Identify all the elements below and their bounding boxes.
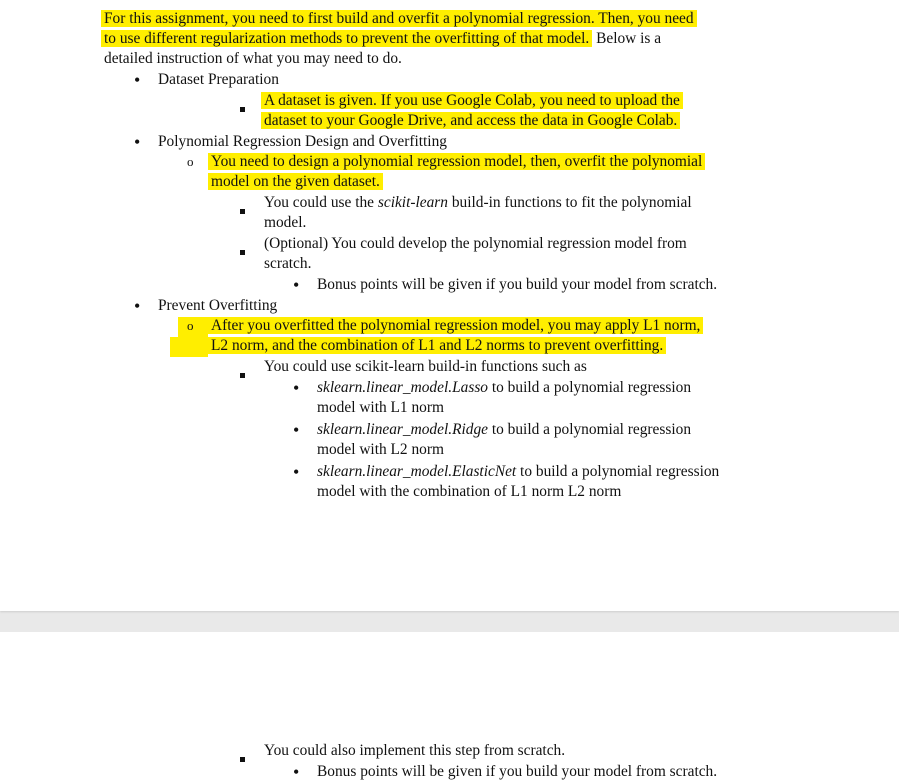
bullet-square-icon [240, 364, 245, 385]
bullet-disc-icon: • [293, 762, 300, 782]
prevent-sub-line-1: After you overfitted the polynomial regression model, you may apply L1 norm, [211, 316, 703, 337]
page2-item: You could also implement this step from scratch. [264, 742, 566, 759]
intro-line-3: detailed instruction of what you may need to do. [104, 50, 402, 67]
bullet-square-icon [240, 98, 245, 119]
poly-title: Polynomial Regression Design and Overfitting [158, 133, 447, 150]
bullet-disc-icon: • [293, 378, 300, 398]
highlight-extension [170, 337, 208, 357]
bullet-square-icon [240, 241, 245, 262]
func-lasso-line-1: sklearn.linear_model.Lasso to build a polynomial regression [317, 379, 692, 396]
bullet-disc-icon: • [293, 275, 300, 295]
bullet-disc-icon: • [134, 296, 141, 316]
bullet-disc-icon: • [293, 462, 300, 482]
prevent-title: Prevent Overfitting [158, 297, 278, 314]
func-ridge-line-2: model with L2 norm [317, 441, 444, 458]
poly-sub-line-2: model on the given dataset. [211, 172, 383, 193]
poly-item1-line-1: You could use the scikit-learn build-in functions to fit the polynomial [264, 194, 692, 211]
bullet-circle-icon: o [187, 154, 194, 169]
bullet-circle-icon: o [187, 318, 194, 333]
bullet-disc-icon: • [134, 70, 141, 90]
func-elasticnet-line-1: sklearn.linear_model.ElasticNet to build a polynomial regression [317, 463, 720, 480]
poly-item1-line-2: model. [264, 214, 307, 231]
func-ridge-line-1: sklearn.linear_model.Ridge to build a polynomial regression [317, 421, 692, 438]
func-elasticnet-line-2: model with the combination of L1 norm L2 norm [317, 483, 622, 500]
prevent-item: You could use scikit-learn build-in functions such as [264, 358, 587, 375]
bullet-square-icon [240, 200, 245, 221]
document-page-2 [0, 632, 899, 784]
poly-bonus: Bonus points will be given if you build your model from scratch. [317, 276, 718, 293]
dataset-item-line-2: dataset to your Google Drive, and access the data in Google Colab. [264, 111, 680, 132]
bullet-square-icon [240, 748, 245, 769]
poly-sub-line-1: You need to design a polynomial regression model, then, overfit the polynomial [211, 152, 705, 173]
poly-item2-line-1: (Optional) You could develop the polynomial regression model from [264, 235, 687, 252]
intro-line-2: to use different regularization methods to prevent the overfitting of that model. Below is a [104, 29, 661, 50]
poly-item2-line-2: scratch. [264, 255, 312, 272]
bullet-disc-icon: • [134, 132, 141, 152]
dataset-title: Dataset Preparation [158, 71, 279, 88]
page2-bonus: Bonus points will be given if you build your model from scratch. [317, 763, 718, 780]
prevent-sub-line-2: L2 norm, and the combination of L1 and L2 norms to prevent overfitting. [211, 336, 666, 357]
dataset-item-line-1: A dataset is given. If you use Google Colab, you need to upload the [264, 91, 683, 112]
bullet-disc-icon: • [293, 420, 300, 440]
func-lasso-line-2: model with L1 norm [317, 399, 444, 416]
intro-line-1: For this assignment, you need to first build and overfit a polynomial regression. Then, you need [104, 9, 697, 30]
